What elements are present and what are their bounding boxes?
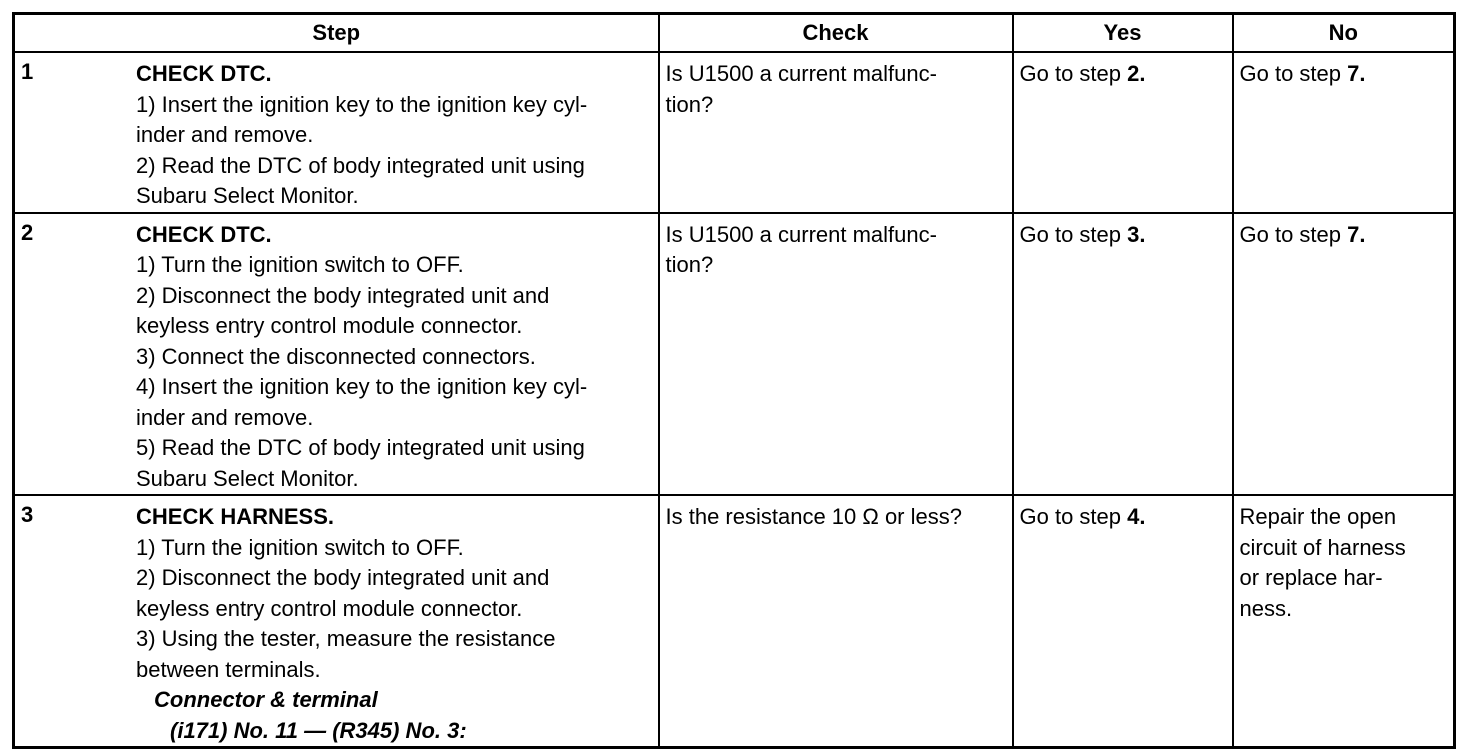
yes-text: Go to step [1019, 221, 1128, 247]
no-cell [1233, 52, 1455, 213]
step-line: 5) Read the DTC of body integrated unit using [136, 435, 585, 460]
step-number: 3 [21, 502, 34, 527]
step-line: 2) Disconnect the body integrated unit and [136, 565, 550, 590]
yes-cell [1013, 52, 1233, 213]
step-cell [14, 52, 659, 213]
yes-text: Go to step [1019, 61, 1128, 86]
step-line: 1) Turn the ignition switch to OFF. [136, 252, 464, 277]
check-line: tion? [665, 252, 714, 277]
check-line: Is the resistance 10 Ω or less? [665, 504, 962, 529]
no-line: circuit of harness [1239, 534, 1406, 560]
no-cell [1233, 495, 1455, 748]
connector-label: Connector & terminal [154, 687, 378, 712]
table-row [14, 213, 1455, 496]
connector-value: (i171) No. 11 — (R345) No. 3: [170, 717, 467, 743]
step-number: 1 [21, 59, 34, 84]
step-line: 3) Using the tester, measure the resistance [136, 626, 556, 651]
yes-cell [1013, 213, 1233, 496]
check-cell [659, 213, 1013, 496]
no-line: ness. [1239, 595, 1293, 621]
step-title: CHECK DTC. [136, 61, 272, 86]
step-cell [14, 495, 659, 748]
check-line: Is U1500 a current malfunc- [665, 221, 937, 247]
header-no: No [1233, 14, 1455, 53]
no-text: Go to step [1239, 61, 1348, 86]
step-line: inder and remove. [136, 122, 314, 147]
diagnostic-table [12, 12, 1456, 749]
yes-step: 2. [1127, 61, 1146, 86]
yes-step: 3. [1127, 221, 1146, 247]
step-line: 1) Insert the ignition key to the ignition key cyl- [136, 91, 588, 117]
step-cell [14, 213, 659, 496]
table-row [14, 52, 1455, 213]
no-cell [1233, 213, 1455, 496]
yes-text: Go to step [1019, 504, 1128, 529]
header-yes: Yes [1013, 14, 1233, 53]
step-line: between terminals. [136, 656, 321, 682]
step-title: CHECK DTC. [136, 221, 272, 247]
no-line: or replace har- [1239, 565, 1383, 590]
no-line: Repair the open [1239, 504, 1397, 529]
yes-step: 4. [1127, 504, 1146, 529]
header-row [14, 14, 1455, 53]
step-line: 1) Turn the ignition switch to OFF. [136, 534, 464, 560]
step-line: 3) Connect the disconnected connectors. [136, 343, 536, 369]
header-step: Step [14, 14, 659, 53]
no-text: Go to step [1239, 221, 1348, 247]
yes-cell [1013, 495, 1233, 748]
step-line: 4) Insert the ignition key to the ignition key cyl- [136, 374, 588, 399]
check-line: tion? [665, 91, 714, 117]
check-cell [659, 495, 1013, 748]
step-title: CHECK HARNESS. [136, 504, 335, 529]
header-check: Check [659, 14, 1013, 53]
step-line: Subaru Select Monitor. [136, 183, 359, 208]
no-step: 7. [1347, 61, 1366, 86]
check-cell [659, 52, 1013, 213]
step-line: 2) Read the DTC of body integrated unit using [136, 152, 585, 178]
step-line: 2) Disconnect the body integrated unit and [136, 282, 550, 308]
step-line: keyless entry control module connector. [136, 313, 523, 338]
step-line: inder and remove. [136, 404, 314, 430]
table-row [14, 495, 1455, 748]
no-step: 7. [1347, 221, 1366, 247]
check-line: Is U1500 a current malfunc- [665, 61, 937, 86]
step-line: keyless entry control module connector. [136, 595, 523, 621]
step-number: 2 [21, 219, 34, 245]
step-line: Subaru Select Monitor. [136, 465, 359, 491]
